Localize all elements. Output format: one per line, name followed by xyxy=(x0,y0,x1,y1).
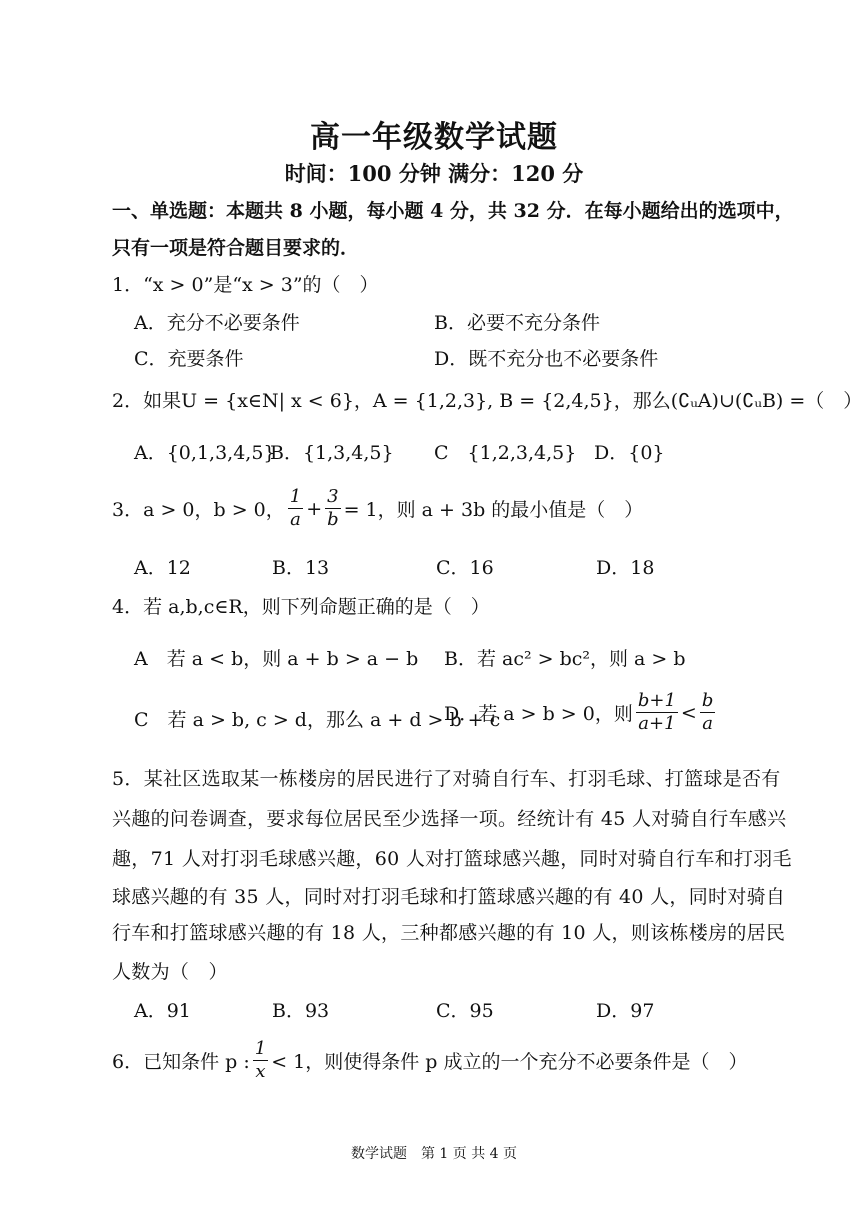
question-5-line-4: 球感兴趣的有 35 人，同时对打羽毛球和打篮球感兴趣的有 40 人，同时对骑自 xyxy=(112,886,786,908)
question-3-option-b: B．13 xyxy=(272,557,330,579)
question-4-option-c: C 若 a > b, c > d，那么 a + d > b + c xyxy=(134,709,501,731)
question-1-option-d: D．既不充分也不必要条件 xyxy=(434,348,659,370)
question-3-stem-suffix: = 1，则 a + 3b 的最小值是（ ） xyxy=(343,499,644,521)
fraction-numerator: 1 xyxy=(289,486,302,507)
question-6-stem-prefix: 6．已知条件 p : xyxy=(112,1051,250,1073)
question-1-stem: 1．“x > 0”是“x > 3”的（ ） xyxy=(112,274,379,296)
question-6-stem-suffix: < 1，则使得条件 p 成立的一个充分不必要条件是（ ） xyxy=(271,1051,748,1073)
fraction-1-over-a xyxy=(288,486,303,531)
option-d-text: D．若 a > b > 0，则 xyxy=(444,703,633,725)
question-5-line-1: 5．某社区选取某一栋楼房的居民进行了对骑自行车、打羽毛球、打篮球是否有 xyxy=(112,768,781,790)
question-5-option-c: C．95 xyxy=(436,1000,494,1022)
question-3-option-d: D．18 xyxy=(596,557,655,579)
fraction-b-plus-1-over-a-plus-1 xyxy=(636,690,678,735)
fraction-3-over-b xyxy=(325,486,340,531)
fraction-numerator: 3 xyxy=(327,486,339,507)
question-3-stem xyxy=(112,486,643,531)
fraction-denominator: a+1 xyxy=(638,713,676,734)
question-1-option-c: C．充要条件 xyxy=(134,348,244,370)
question-3-option-a: A．12 xyxy=(134,557,191,579)
fraction-b-over-a xyxy=(700,690,716,735)
question-4-stem: 4．若 a,b,c∈R，则下列命题正确的是（ ） xyxy=(112,596,490,618)
question-5-line-6: 人数为（ ） xyxy=(112,961,228,983)
question-2-option-a: A．{0,1,3,4,5} xyxy=(134,442,276,464)
question-4-option-d xyxy=(444,690,718,735)
fraction-denominator: a xyxy=(290,509,301,530)
less-than-sign: < xyxy=(680,701,697,724)
question-2-option-c: C {1,2,3,4,5} xyxy=(434,442,577,464)
fraction-numerator: 1 xyxy=(254,1038,267,1059)
fraction-numerator: b xyxy=(701,690,714,711)
fraction-1-over-x xyxy=(253,1038,268,1083)
question-5-option-d: D．97 xyxy=(596,1000,655,1022)
question-5-option-a: A．91 xyxy=(134,1000,191,1022)
question-3-option-c: C．16 xyxy=(436,557,494,579)
question-1-option-b: B．必要不充分条件 xyxy=(434,312,600,334)
question-2-option-b: B．{1,3,4,5} xyxy=(270,442,394,464)
page-title: 高一年级数学试题 xyxy=(310,120,558,155)
question-6-stem xyxy=(112,1038,747,1083)
section-heading-line2: 只有一项是符合题目要求的． xyxy=(112,237,360,259)
question-3-stem-prefix: 3．a > 0，b > 0， xyxy=(112,499,285,521)
question-1-option-a: A．充分不必要条件 xyxy=(134,312,300,334)
page-footer: 数学试题 第 1 页 共 4 页 xyxy=(350,1146,518,1162)
exam-info: 时间：100 分钟 满分：120 分 xyxy=(284,161,584,186)
fraction-denominator: b xyxy=(327,509,339,530)
fraction-denominator: x xyxy=(255,1061,266,1082)
question-5-option-b: B．93 xyxy=(272,1000,330,1022)
question-4-option-a: A 若 a < b，则 a + b > a − b xyxy=(134,648,419,670)
section-heading-line1: 一、单选题：本题共 8 小题，每小题 4 分，共 32 分．在每小题给出的选项中， xyxy=(112,200,794,222)
question-5-line-3: 趣，71 人对打羽毛球感兴趣，60 人对打篮球感兴趣，同时对骑自行车和打羽毛 xyxy=(112,848,792,870)
question-4-option-b: B．若 ac² > bc²，则 a > b xyxy=(444,648,686,670)
question-5-line-5: 行车和打篮球感兴趣的有 18 人，三种都感兴趣的有 10 人，则该栋楼房的居民 xyxy=(112,922,786,944)
question-2-stem: 2．如果U = {x∈N| x < 6}，A = {1,2,3}, B = {2,4,5}，那么(∁ᵤA)∪(∁ᵤB) =（ ） xyxy=(112,390,863,412)
question-5-line-2: 兴趣的问卷调查，要求每位居民至少选择一项。经统计有 45 人对骑自行车感兴 xyxy=(112,808,787,830)
fraction-numerator: b+1 xyxy=(637,690,676,711)
plus-sign: + xyxy=(306,497,323,520)
fraction-denominator: a xyxy=(702,713,713,734)
question-2-option-d: D．{0} xyxy=(594,442,665,464)
